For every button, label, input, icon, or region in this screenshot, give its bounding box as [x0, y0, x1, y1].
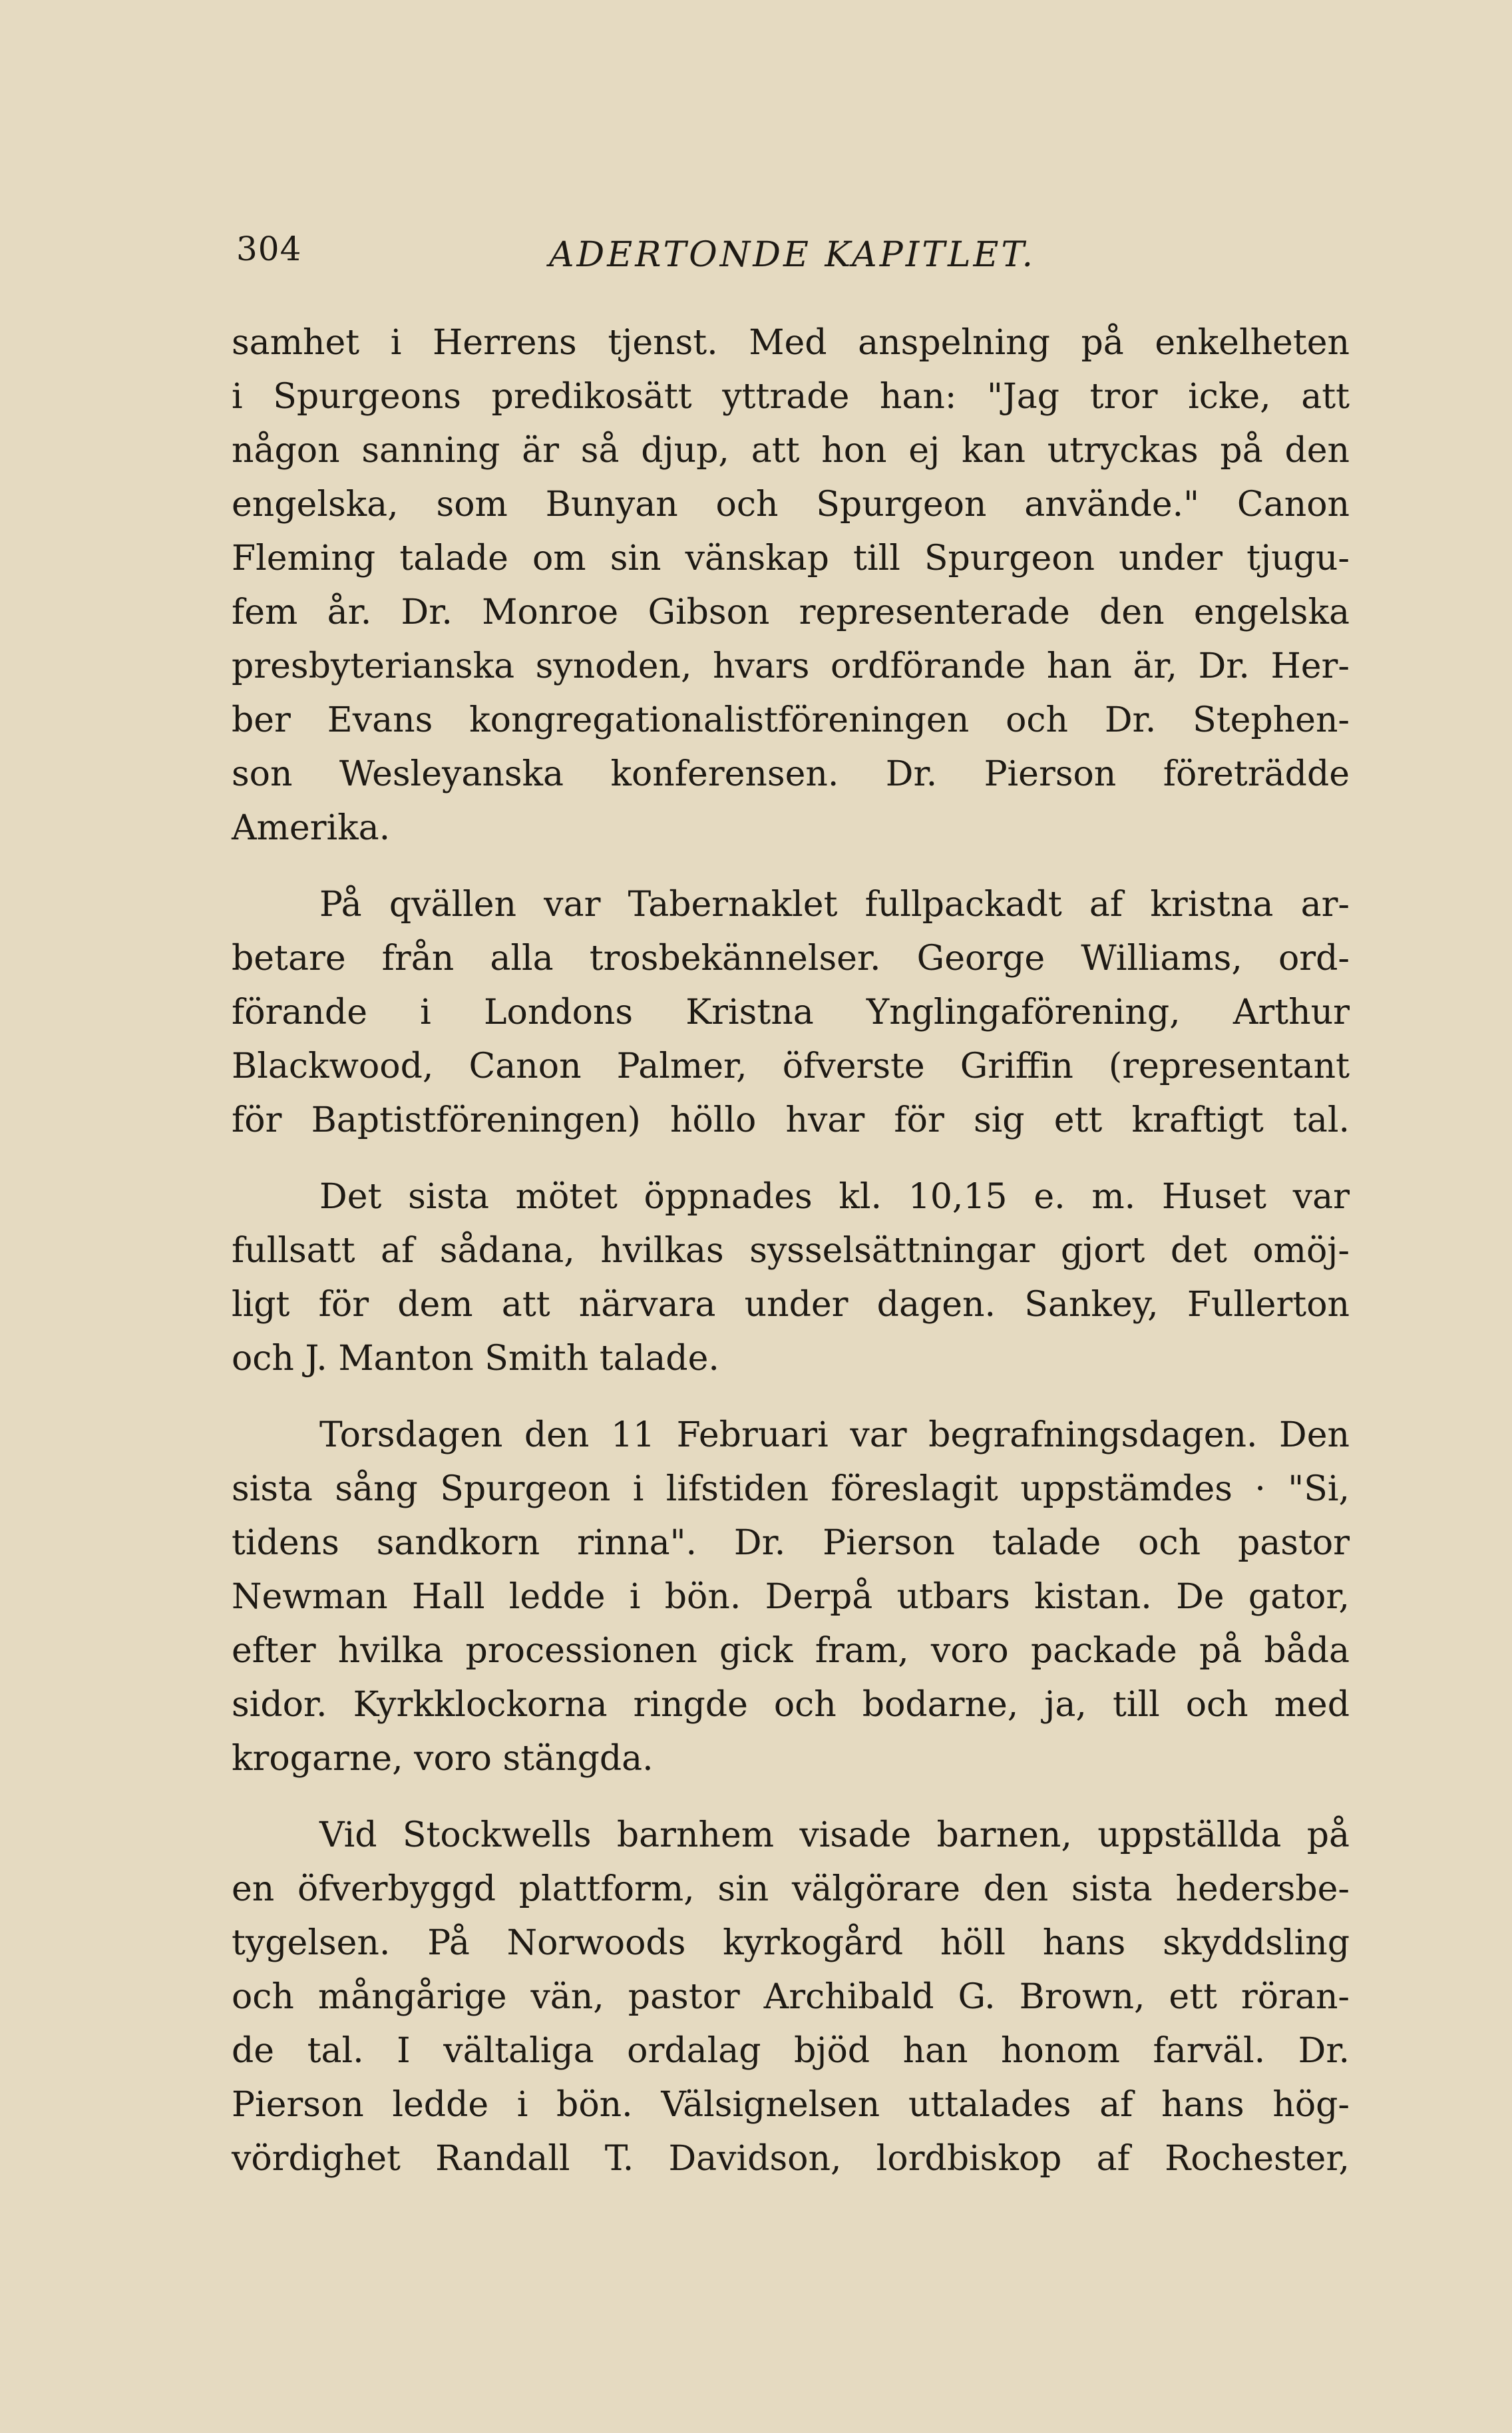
text-line: vördighet Randall T. Davidson, lordbiskop af Rochester, [232, 2139, 1350, 2179]
text-line: Fleming talade om sin vänskap till Spurgeon under tjugu- [232, 539, 1350, 578]
text-line: betare från alla trosbekännelser. George Williams, ord- [232, 939, 1350, 979]
text-line: efter hvilka processionen gick fram, voro packade på båda [232, 1631, 1350, 1671]
text-line: i Spurgeons predikosätt yttrade han: "Jag tror icke, att [232, 377, 1350, 417]
text-line: Det sista mötet öppnades kl. 10,15 e. m. Huset var [319, 1177, 1350, 1217]
text-line: samhet i Herrens tjenst. Med anspelning på enkelheten [232, 323, 1350, 363]
text-line: tidens sandkorn rinna". Dr. Pierson talade och pastor [232, 1523, 1350, 1563]
text-line: och mångårige vän, pastor Archibald G. Brown, ett röran- [232, 1977, 1350, 2017]
text-line: son Wesleyanska konferensen. Dr. Pierson företrädde [232, 754, 1350, 794]
text-line: Torsdagen den 11 Februari var begrafningsdagen. Den [319, 1415, 1350, 1455]
text-line: ber Evans kongregationalistföreningen och Dr. Stephen- [232, 700, 1350, 740]
text-line: sidor. Kyrkklockorna ringde och bodarne, ja, till och med [232, 1685, 1350, 1725]
paragraph-2 [232, 878, 1350, 1148]
text-line: och J. Manton Smith talade. [232, 1339, 719, 1379]
text-line: förande i Londons Kristna Ynglingaförening, Arthur [232, 993, 1350, 1032]
page-number: 304 [236, 230, 302, 268]
text-line: engelska, som Bunyan och Spurgeon använde." Canon [232, 485, 1350, 525]
body-text [232, 316, 1350, 2186]
text-line: På qvällen var Tabernaklet fullpackadt af kristna ar- [319, 885, 1350, 925]
text-line: Pierson ledde i bön. Välsignelsen uttalades af hans hög- [232, 2085, 1350, 2125]
text-line: krogarne, voro stängda. [232, 1739, 654, 1779]
text-line: presbyterianska synoden, hvars ordförande han är, Dr. Her- [232, 646, 1350, 686]
text-line: Newman Hall ledde i bön. Derpå utbars kistan. De gator, [232, 1577, 1350, 1617]
text-line: de tal. I vältaliga ordalag bjöd han honom farväl. Dr. [232, 2031, 1350, 2071]
text-line: Vid Stockwells barnhem visade barnen, uppställda på [319, 1815, 1350, 1855]
text-line: tygelsen. På Norwoods kyrkogård höll hans skyddsling [232, 1923, 1350, 1963]
paragraph-5 [232, 1809, 1350, 2186]
text-line: fullsatt af sådana, hvilkas sysselsättningar gjort det omöj- [232, 1231, 1350, 1271]
text-line: någon sanning är så djup, att hon ej kan utryckas på den [232, 431, 1350, 471]
text-line: fem år. Dr. Monroe Gibson representerade den engelska [232, 592, 1350, 632]
page-header [236, 230, 1354, 283]
text-line: Amerika. [232, 808, 391, 848]
text-line: sista sång Spurgeon i lifstiden föreslagit uppstämdes · "Si, [232, 1469, 1350, 1509]
paragraph-1 [232, 316, 1350, 855]
text-line: för Baptistföreningen) höllo hvar för sig ett kraftigt tal. [232, 1100, 1350, 1140]
running-head: ADERTONDE KAPITLET. [549, 235, 1036, 275]
text-line: ligt för dem att närvara under dagen. Sankey, Fullerton [232, 1285, 1350, 1325]
paragraph-3 [232, 1170, 1350, 1386]
paragraph-4 [232, 1409, 1350, 1786]
text-line: Blackwood, Canon Palmer, öfverste Griffin (representant [232, 1046, 1350, 1086]
text-line: en öfverbyggd plattform, sin välgörare den sista hedersbe- [232, 1869, 1350, 1909]
